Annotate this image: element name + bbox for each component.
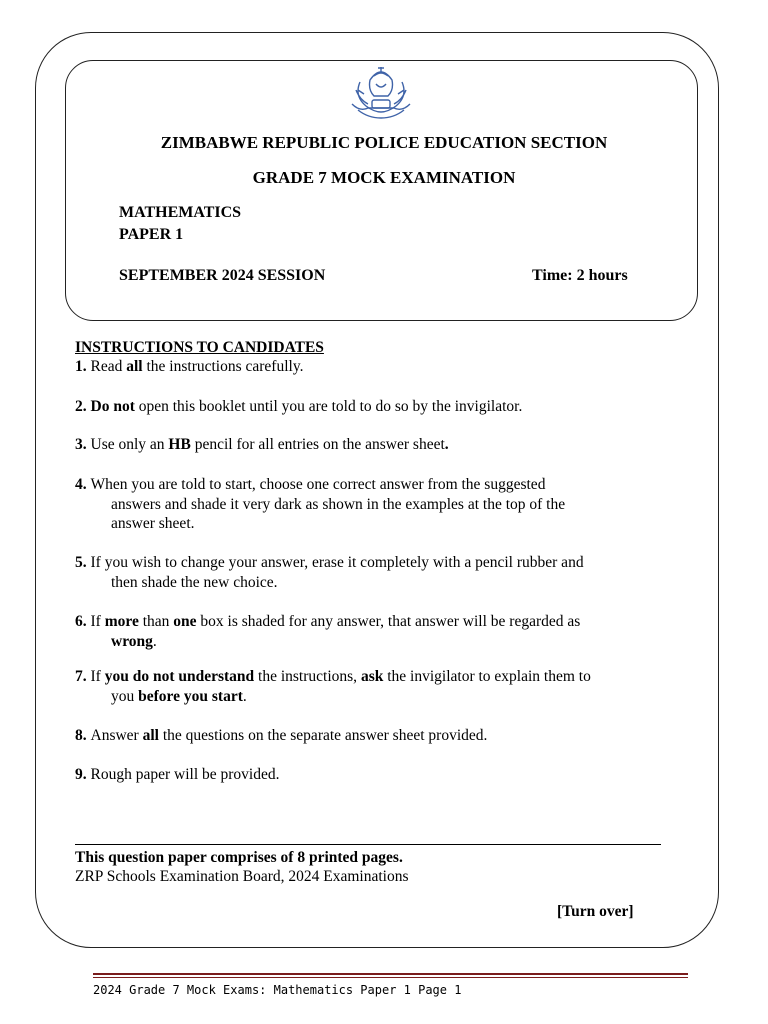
session-label: SEPTEMBER 2024 SESSION — [119, 267, 326, 284]
instructions-heading: INSTRUCTIONS TO CANDIDATES — [75, 339, 324, 356]
instruction-text: . — [444, 436, 449, 453]
instruction-text: If you wish to change your answer, erase it completely with a pencil rubber and — [90, 554, 584, 571]
instruction-item — [75, 667, 685, 706]
instruction-text: Use only an — [90, 436, 169, 453]
instruction-number: 1. — [75, 358, 91, 375]
page-footer: 2024 Grade 7 Mock Exams: Mathematics Paper 1 Page 1 — [93, 983, 462, 997]
instruction-text: . — [152, 632, 157, 650]
instruction-text: If — [90, 668, 105, 685]
instruction-text: Read — [90, 358, 127, 375]
instruction-text: all — [126, 358, 143, 375]
instruction-number: 9. — [75, 766, 91, 783]
instruction-text: before you start — [138, 687, 243, 705]
turn-over-label: [Turn over] — [557, 903, 634, 920]
institution-title: ZIMBABWE REPUBLIC POLICE EDUCATION SECTION — [160, 133, 608, 152]
instruction-text: then shade the new choice. — [111, 573, 278, 591]
instruction-text: you — [111, 687, 139, 705]
instruction-text: the invigilator to explain them to — [383, 668, 591, 685]
time-allowed: Time: 2 hours — [532, 267, 628, 284]
instruction-number: 8. — [75, 727, 91, 744]
subject-title: MATHEMATICS — [119, 204, 242, 221]
instruction-text: Rough paper will be provided. — [90, 766, 280, 783]
instruction-text: ask — [360, 668, 384, 685]
instruction-text: If — [90, 613, 105, 630]
instruction-text: box is shaded for any answer, that answer will be regarded as — [196, 613, 581, 630]
instruction-text: more — [104, 613, 139, 630]
instruction-text: Answer — [90, 727, 143, 744]
footer-rule — [93, 977, 688, 978]
instruction-text: When you are told to start, choose one correct answer from the suggested — [90, 476, 546, 493]
instruction-number: 5. — [75, 554, 91, 571]
instruction-item — [75, 553, 685, 592]
instruction-number: 2. — [75, 398, 91, 415]
instruction-text: all — [142, 727, 159, 744]
instruction-number: 6. — [75, 613, 91, 630]
board-name: ZRP Schools Examination Board, 2024 Examinations — [75, 868, 409, 885]
instruction-text: answer sheet. — [111, 515, 195, 532]
police-crest-logo — [348, 64, 414, 120]
instruction-text: HB — [168, 436, 191, 453]
instruction-number: 3. — [75, 436, 91, 453]
instruction-text: wrong — [111, 632, 153, 650]
instruction-item — [75, 765, 685, 785]
instruction-item — [75, 435, 685, 455]
instruction-text: Do not — [90, 398, 135, 415]
instruction-item — [75, 726, 685, 746]
exam-title: GRADE 7 MOCK EXAMINATION — [252, 168, 516, 187]
instruction-text: open this booklet until you are told to do so by the invigilator. — [134, 398, 523, 415]
instruction-text: . — [242, 687, 247, 705]
instruction-text: pencil for all entries on the answer sheet — [190, 436, 445, 453]
instruction-item — [75, 357, 685, 377]
instruction-item — [75, 397, 685, 417]
instruction-text: answers and shade it very dark as shown in the examples at the top of the — [111, 495, 566, 513]
instruction-text: than — [138, 613, 174, 630]
instruction-number: 7. — [75, 668, 91, 685]
instruction-number: 4. — [75, 476, 91, 493]
instruction-text: the questions on the separate answer sheet provided. — [158, 727, 488, 744]
instruction-item — [75, 475, 685, 534]
divider-line — [75, 844, 661, 845]
paper-number: PAPER 1 — [119, 226, 184, 243]
pages-note: This question paper comprises of 8 printed pages. — [75, 849, 403, 866]
instruction-text: one — [173, 613, 197, 630]
footer-rule — [93, 973, 688, 975]
instruction-text: the instructions, — [254, 668, 361, 685]
instruction-text: you do not understand — [104, 668, 255, 685]
instruction-item — [75, 612, 685, 651]
instruction-text: the instructions carefully. — [142, 358, 304, 375]
